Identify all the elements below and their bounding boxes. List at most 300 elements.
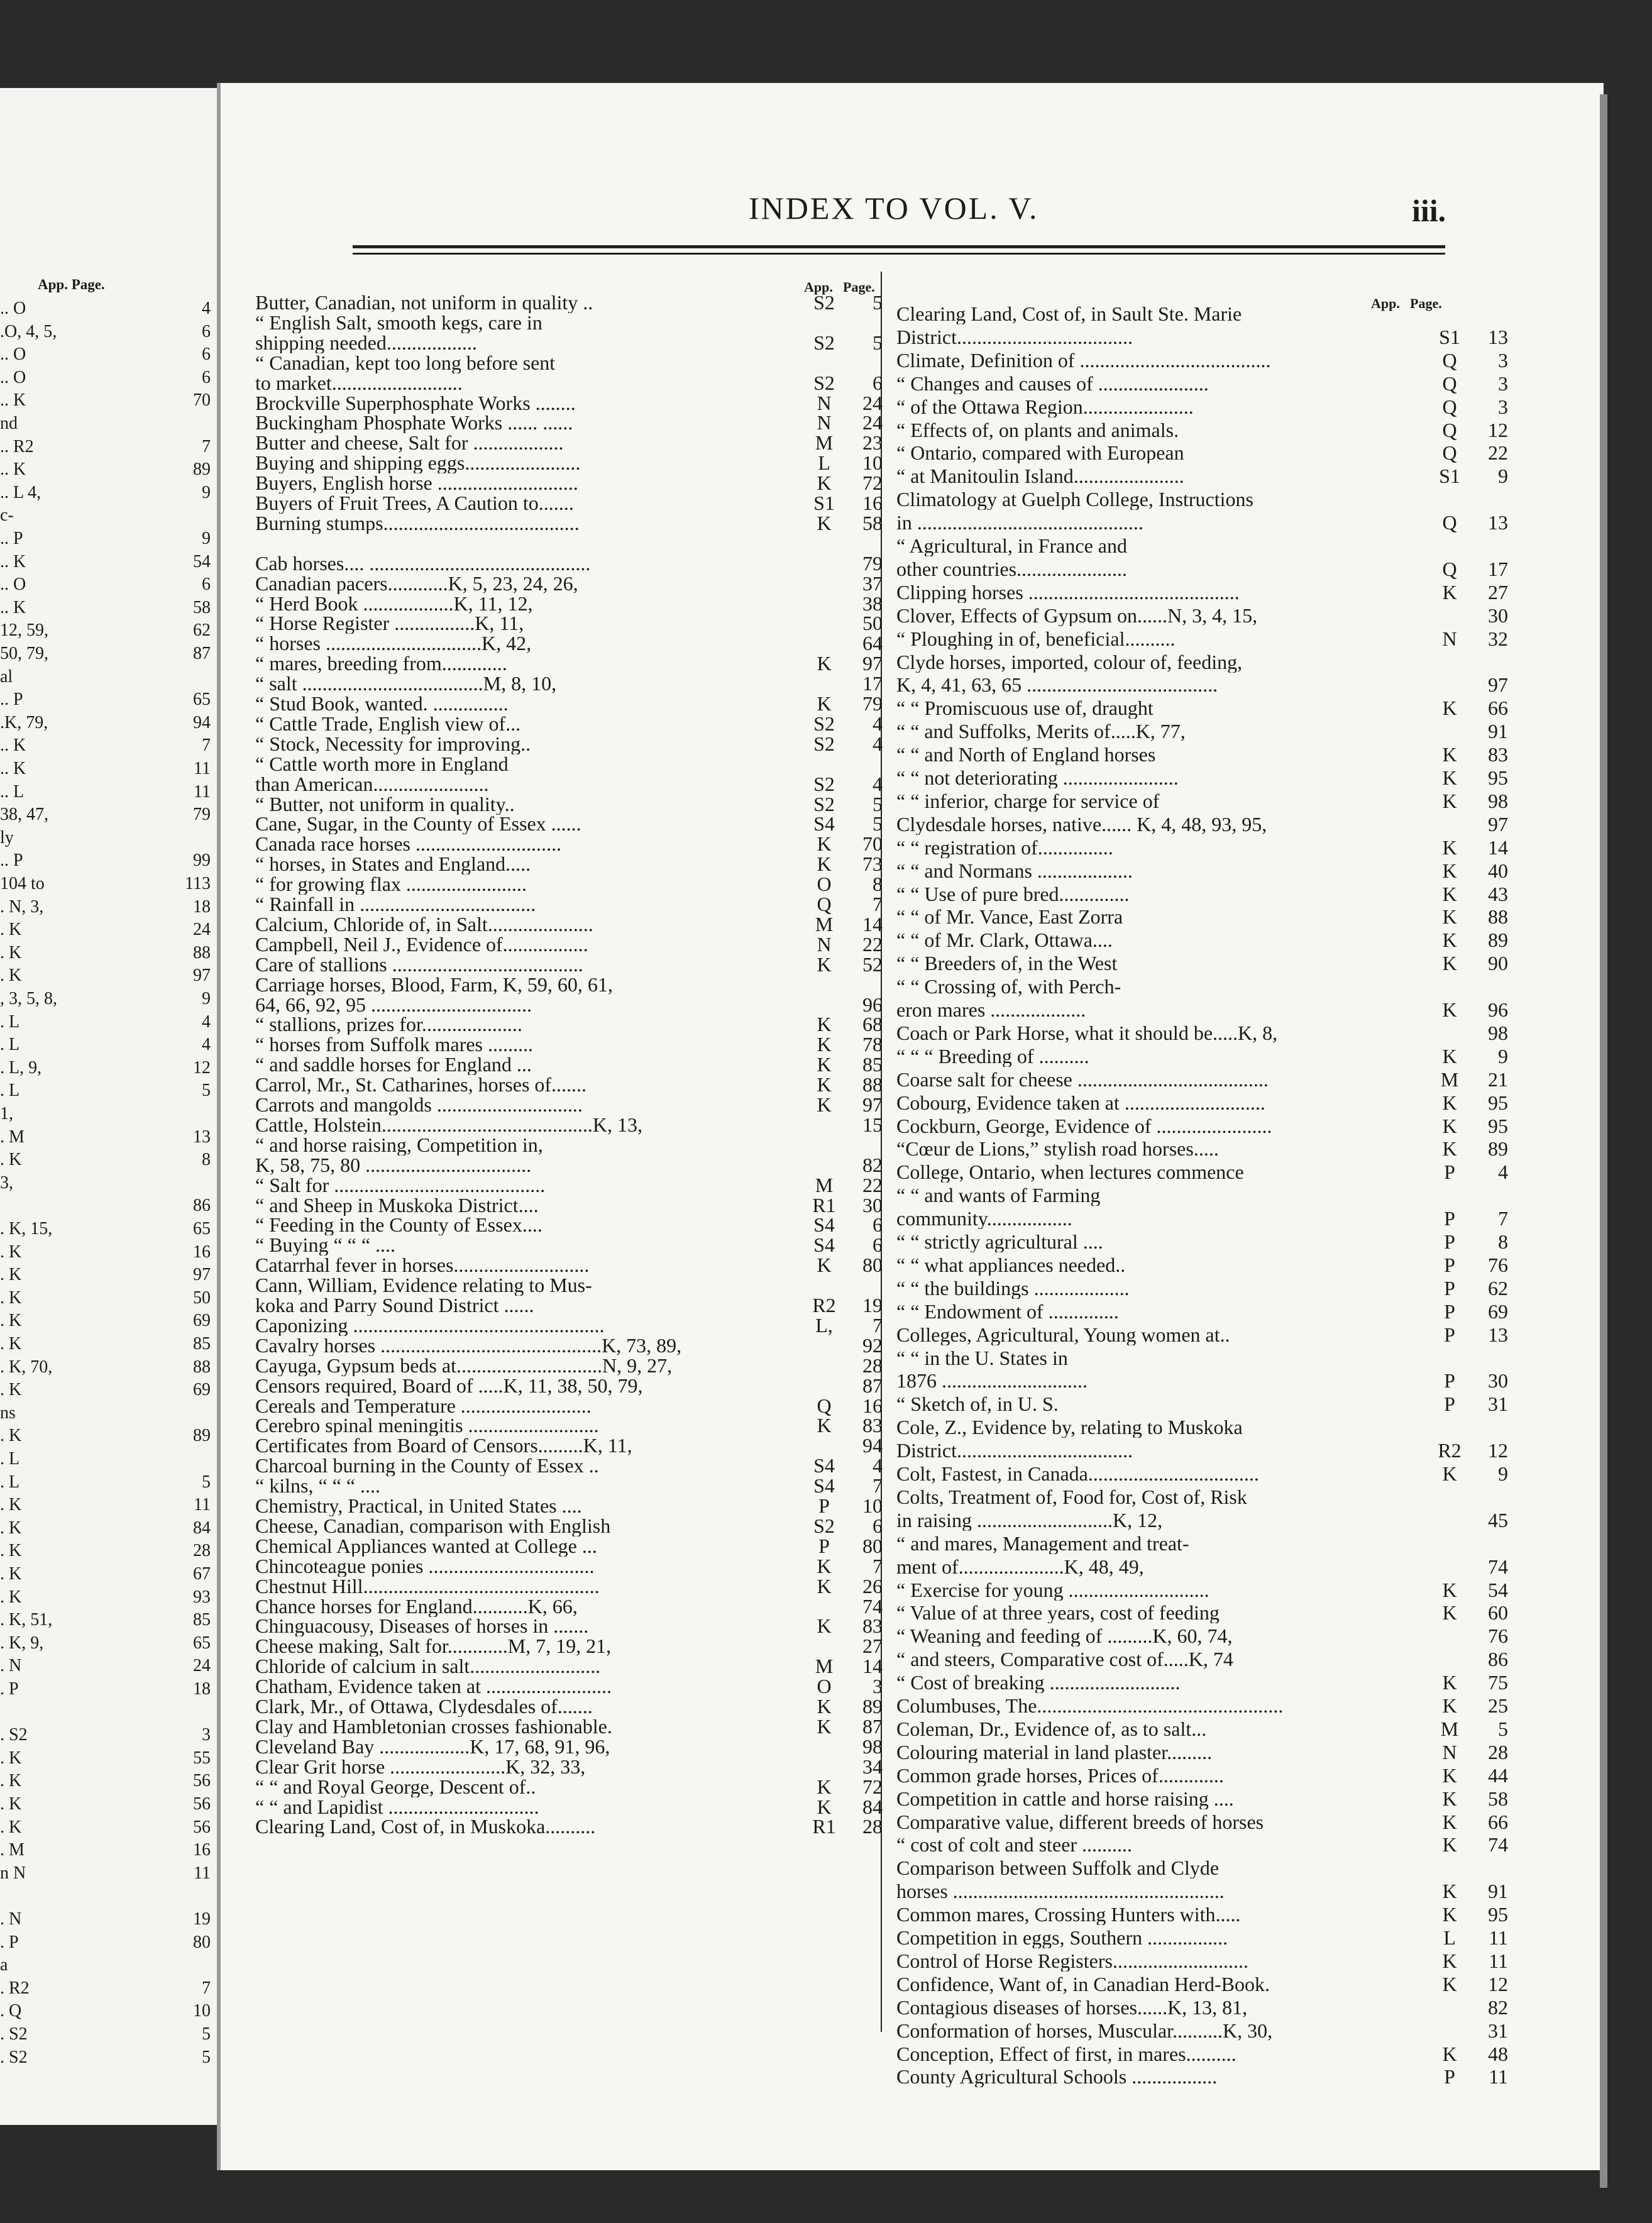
- entry-appendix: K: [1442, 952, 1457, 975]
- index-entry: [255, 1756, 884, 1777]
- index-entry: [896, 1973, 1509, 1995]
- entry-page: 24: [862, 391, 883, 414]
- index-entry: [896, 2066, 1509, 2087]
- previous-page-entry: [0, 529, 217, 550]
- entry-page: 14: [862, 1655, 883, 1678]
- entry-appendix: K: [1442, 836, 1457, 859]
- index-entry: [896, 1486, 1509, 1508]
- entry-text: Chemistry, Practical, in United States ....: [255, 1495, 582, 1516]
- entry-appendix: K: [1442, 697, 1457, 720]
- previous-page-entry-page: 79: [193, 805, 211, 825]
- previous-page-entry-ref: . S2: [0, 1725, 28, 1745]
- entry-page: 11: [1489, 1926, 1508, 1949]
- entry-text: other countries......................: [896, 558, 1128, 580]
- entry-appendix: M: [1440, 1067, 1459, 1091]
- previous-page-entry-ref: nd: [0, 414, 18, 433]
- entry-page: 98: [1488, 1021, 1508, 1044]
- previous-page-entry-ref: . N, 3,: [0, 896, 44, 917]
- previous-page-entry-page: 6: [202, 367, 211, 387]
- index-entry: [896, 1440, 1509, 1461]
- previous-page-entry: [0, 1265, 217, 1286]
- index-entry: [896, 1788, 1509, 1809]
- entry-text: Chloride of calcium in salt..........................: [255, 1655, 601, 1677]
- previous-page-entry-ref: .. L 4,: [0, 482, 41, 502]
- entry-appendix: K: [1442, 1601, 1457, 1624]
- entry-text: Carrots and mangolds .............................: [255, 1094, 583, 1115]
- previous-page-entry-ref: 3,: [0, 1172, 13, 1193]
- entry-page: 5: [1498, 1717, 1508, 1740]
- entry-appendix: P: [818, 1534, 830, 1557]
- previous-page-entry: [0, 322, 217, 343]
- entry-appendix: Q: [1442, 348, 1457, 372]
- entry-appendix: Q: [1442, 418, 1457, 441]
- entry-page: 52: [862, 952, 883, 976]
- previous-page-entry-page: 97: [193, 966, 211, 986]
- entry-appendix: L: [1443, 1926, 1456, 1949]
- previous-page-entry-page: 8: [202, 1150, 211, 1170]
- previous-page-entry-ref: .O, 4, 5,: [0, 321, 57, 341]
- entry-page: 11: [1489, 2065, 1508, 2088]
- entry-appendix: K: [1442, 1091, 1457, 1114]
- entry-page: 8: [873, 873, 883, 896]
- index-entry: [896, 373, 1509, 394]
- previous-page-entry-ref: al: [0, 666, 13, 687]
- entry-text: Clearing Land, Cost of, in Muskoka..........: [255, 1816, 596, 1838]
- entry-text: horses ......................................................: [896, 1880, 1225, 1902]
- previous-page-entry-ref: . K: [0, 1242, 22, 1262]
- previous-page-entry: [0, 1127, 217, 1149]
- entry-text: “ Butter, not uniform in quality..: [255, 793, 515, 815]
- entry-text: “ and mares, Management and treat-: [896, 1532, 1189, 1554]
- index-entry: [255, 492, 884, 514]
- entry-text: “ Changes and causes of ......................: [896, 372, 1209, 394]
- index-entry: [896, 952, 1509, 974]
- entry-appendix: K: [1442, 1044, 1457, 1067]
- previous-page-entry: [0, 1242, 217, 1264]
- entry-text: Care of stallions ......................................: [255, 953, 583, 975]
- previous-page-entry-page: 11: [194, 781, 211, 802]
- index-entry: [255, 853, 884, 874]
- entry-text: Cavalry horses ............................................K, 73, 89,: [255, 1334, 682, 1356]
- entry-text: “ kilns, “ “ “ ....: [255, 1475, 381, 1497]
- entry-appendix: K: [817, 1554, 832, 1577]
- entry-page: 72: [862, 1775, 883, 1798]
- entry-appendix: K: [817, 1073, 832, 1096]
- previous-page-entry-ref: .. P: [0, 529, 23, 548]
- entry-text: “ “ and North of England horses: [896, 744, 1156, 766]
- previous-page-entry-ref: . K: [0, 942, 22, 963]
- entry-text: Contagious diseases of horses......K, 13, 81,: [896, 1996, 1248, 2018]
- entry-text: “ Ploughing in of, beneficial..........: [896, 627, 1176, 649]
- previous-page-entry-ref: . K: [0, 1288, 22, 1308]
- previous-page-entry-page: 69: [193, 1311, 211, 1331]
- entry-appendix: M: [1440, 1717, 1459, 1740]
- previous-page-entry-page: 58: [193, 597, 211, 617]
- previous-page-entry-page: 5: [202, 2024, 211, 2044]
- entry-appendix: K: [817, 511, 832, 534]
- entry-text: Canada race horses .............................: [255, 833, 561, 855]
- entry-text: Buyers, English horse ............................: [255, 472, 578, 494]
- entry-text: “ at Manitoulin Island......................: [896, 465, 1184, 487]
- entry-text: K, 4, 41, 63, 65 ......................................: [896, 674, 1218, 696]
- previous-page-entry: [0, 1933, 217, 1954]
- entry-appendix: S2: [813, 371, 835, 394]
- previous-page-entry: [0, 1012, 217, 1034]
- entry-page: 82: [1488, 1995, 1508, 2019]
- entry-page: 98: [1488, 789, 1508, 812]
- entry-page: 34: [862, 1755, 883, 1778]
- header-rule: [353, 245, 1445, 248]
- entry-page: 66: [1488, 697, 1508, 720]
- previous-page-entry-page: 24: [193, 920, 211, 940]
- entry-text: Cleveland Bay ..................K, 17, 68, 91, 96,: [255, 1735, 610, 1757]
- previous-page-entry-ref: . K: [0, 1334, 22, 1354]
- previous-page-entry-ref: . L: [0, 1035, 20, 1055]
- entry-page: 37: [862, 571, 883, 595]
- entry-page: 72: [862, 472, 883, 495]
- entry-text: “ “ inferior, charge for service of: [896, 790, 1160, 812]
- previous-page-entry: [0, 575, 217, 596]
- entry-page: 43: [1488, 882, 1508, 905]
- entry-text: Conception, Effect of first, in mares..........: [896, 2043, 1236, 2065]
- entry-page: 16: [862, 492, 883, 514]
- entry-appendix: K: [817, 832, 832, 856]
- index-entry: [255, 1395, 884, 1416]
- previous-page-entry-ref: . K: [0, 1587, 22, 1607]
- entry-appendix: P: [1444, 1369, 1455, 1393]
- entry-page: 85: [862, 1053, 883, 1076]
- entry-text: Clydesdale horses, native...... K, 4, 48, 93, 95,: [896, 813, 1267, 835]
- entry-text: Butter, Canadian, not uniform in quality ..: [255, 292, 593, 313]
- entry-page: 22: [862, 932, 883, 956]
- previous-page-entry-ref: c-: [0, 505, 14, 526]
- index-entry: [255, 1375, 884, 1396]
- entry-text: Columbuses, The.................................................: [896, 1695, 1284, 1716]
- entry-text: “ Value of at three years, cost of feeding: [896, 1602, 1220, 1624]
- index-entry: [896, 697, 1509, 719]
- previous-page-entry-page: 97: [193, 1265, 211, 1285]
- entry-text: “ “ Use of pure bred..............: [896, 883, 1130, 905]
- index-entry: [255, 1415, 884, 1436]
- entry-page: 82: [862, 1153, 883, 1176]
- index-entry: [896, 837, 1509, 858]
- previous-page-entry-page: 86: [193, 1196, 211, 1216]
- index-entry: [896, 326, 1509, 348]
- entry-text: “ “ of Mr. Clark, Ottawa....: [896, 929, 1113, 951]
- entry-text: Clipping horses ..........................................: [896, 581, 1240, 603]
- index-entry: [896, 1277, 1509, 1299]
- entry-appendix: N: [1442, 1740, 1457, 1763]
- previous-page-entry: [0, 1173, 217, 1194]
- previous-page-entry-ref: . M: [0, 1127, 25, 1147]
- index-entry: [896, 906, 1509, 927]
- previous-page-entry-ref: . K: [0, 1541, 22, 1561]
- entry-page: 12: [1488, 1972, 1508, 1995]
- previous-page-entry-page: 4: [202, 1012, 211, 1032]
- previous-page-entry-page: 11: [194, 1495, 211, 1515]
- entry-appendix: K: [1442, 2042, 1457, 2065]
- index-entry: [896, 350, 1509, 371]
- previous-page-entry-page: 5: [202, 2047, 211, 2067]
- entry-text: “ and horse raising, Competition in,: [255, 1134, 543, 1156]
- previous-page-entry-ref: .. P: [0, 690, 23, 710]
- entry-appendix: M: [815, 431, 834, 455]
- previous-page-entry: [0, 1541, 217, 1562]
- entry-page: 80: [862, 1254, 883, 1277]
- index-entry: [896, 651, 1509, 673]
- previous-page-entry-ref: .K, 79,: [0, 712, 48, 732]
- index-entry: [255, 1535, 884, 1557]
- index-entry: [896, 1092, 1509, 1113]
- index-entry: [255, 573, 884, 594]
- previous-page-entry-ref: . K: [0, 1771, 22, 1791]
- entry-page: 23: [862, 431, 883, 455]
- previous-page-entry-ref: . K: [0, 1426, 22, 1446]
- entry-page: 14: [1488, 836, 1508, 859]
- previous-page-entry: [0, 1679, 217, 1701]
- index-entry: [255, 292, 884, 313]
- entry-text: Cereals and Temperature ..........................: [255, 1394, 592, 1416]
- previous-page-entry-ref: n N: [0, 1863, 26, 1883]
- index-entry: [896, 1022, 1509, 1044]
- previous-page-entry: [0, 1840, 217, 1862]
- entry-page: 83: [862, 1614, 883, 1638]
- previous-page-entry-ref: . L: [0, 1012, 20, 1032]
- index-entry: [896, 605, 1509, 626]
- index-entry: [255, 1234, 884, 1255]
- entry-page: 13: [1488, 325, 1508, 348]
- entry-text: Cole, Z., Evidence by, relating to Muskoka: [896, 1416, 1243, 1438]
- previous-page-entry: [0, 1610, 217, 1631]
- entry-page: 3: [1498, 348, 1508, 372]
- index-entry: [255, 312, 884, 333]
- entry-text: Coarse salt for cheese ......................................: [896, 1068, 1269, 1090]
- entry-text: “ and saddle horses for England ...: [255, 1054, 532, 1076]
- index-entry: [255, 612, 884, 634]
- previous-page-entry: [0, 1771, 217, 1792]
- entry-page: 44: [1488, 1763, 1508, 1787]
- index-entry: [896, 1857, 1509, 1878]
- entry-page: 19: [862, 1294, 883, 1316]
- index-entry: [255, 1615, 884, 1636]
- entry-appendix: Q: [817, 1394, 832, 1417]
- entry-page: 91: [1488, 720, 1508, 743]
- entry-text: Chincoteague ponies .................................: [255, 1555, 595, 1577]
- previous-page-entry-page: 69: [193, 1380, 211, 1400]
- entry-text: “ “ what appliances needed..: [896, 1254, 1126, 1276]
- previous-page-entry-page: 56: [193, 1794, 211, 1814]
- previous-page-entry-ref: . K: [0, 1748, 22, 1768]
- index-entry: [896, 1765, 1509, 1786]
- entry-appendix: S2: [813, 732, 835, 755]
- index-entry: [255, 1675, 884, 1697]
- previous-page-fragment: [0, 88, 217, 2125]
- entry-page: 88: [862, 1073, 883, 1096]
- entry-text: “ “ in the U. States in: [896, 1347, 1068, 1369]
- entry-text: Chemical Appliances wanted at College ...: [255, 1535, 597, 1557]
- entry-appendix: K: [1442, 1137, 1457, 1161]
- index-entry: [896, 999, 1509, 1020]
- entry-page: 96: [862, 993, 883, 1016]
- entry-page: 22: [862, 1173, 883, 1196]
- entry-page: 3: [1498, 395, 1508, 418]
- entry-page: 48: [1488, 2042, 1508, 2065]
- previous-page-entry: [0, 1403, 217, 1425]
- index-entry: [896, 744, 1509, 765]
- entry-appendix: S2: [813, 792, 835, 815]
- previous-page-entry: [0, 483, 217, 504]
- index-entry: [896, 1301, 1509, 1322]
- previous-page-entry-page: 19: [193, 1909, 211, 1929]
- previous-page-entry-ref: . S2: [0, 2024, 28, 2044]
- previous-page-entry-page: 65: [193, 1219, 211, 1238]
- index-entry: [896, 1347, 1509, 1369]
- entry-page: 91: [1488, 1880, 1508, 1903]
- entry-text: Confidence, Want of, in Canadian Herd-Book.: [896, 1973, 1270, 1995]
- previous-page-entry-ref: . K, 70,: [0, 1357, 53, 1377]
- entry-appendix: Q: [817, 893, 832, 915]
- index-entry: [896, 1834, 1509, 1855]
- previous-page-entry-ref: . N: [0, 1656, 22, 1676]
- entry-text: Cann, William, Evidence relating to Mus-: [255, 1274, 592, 1296]
- entry-page: 6: [873, 1514, 883, 1537]
- index-entry: [896, 2043, 1509, 2065]
- entry-appendix: S1: [1439, 465, 1460, 488]
- entry-text: “ horses from Suffolk mares .........: [255, 1034, 533, 1056]
- entry-appendix: K: [1442, 905, 1457, 929]
- index-entry: [255, 673, 884, 694]
- entry-appendix: Q: [1442, 441, 1457, 465]
- previous-page-entry-page: 80: [193, 1932, 211, 1952]
- index-entry: [255, 1816, 884, 1837]
- entry-appendix: R1: [812, 1815, 836, 1838]
- entry-page: 88: [1488, 905, 1508, 929]
- index-entry: [896, 1579, 1509, 1601]
- entry-text: “ “ Endowment of ..............: [896, 1300, 1119, 1322]
- entry-appendix: K: [817, 472, 832, 495]
- entry-page: 90: [1488, 952, 1508, 975]
- entry-text: Censors required, Board of .....K, 11, 38, 50, 79,: [255, 1374, 643, 1396]
- entry-appendix: P: [1444, 2065, 1455, 2088]
- entry-appendix: M: [815, 1655, 834, 1678]
- index-entry: [896, 1556, 1509, 1577]
- right-col-app-header: App.: [1371, 295, 1400, 311]
- previous-page-entry: [0, 1725, 217, 1746]
- previous-page-entry-page: 4: [202, 299, 211, 318]
- previous-page-entry: [0, 1656, 217, 1677]
- entry-appendix: K: [817, 1033, 832, 1056]
- entry-text: “ Cost of breaking ..........................: [896, 1672, 1181, 1694]
- previous-page-entry-ref: 104 to: [0, 874, 45, 893]
- entry-text: Brockville Superphosphate Works ........: [255, 392, 576, 414]
- previous-page-entry: [0, 1818, 217, 1839]
- index-entry: [896, 1741, 1509, 1763]
- entry-appendix: K: [1442, 1903, 1457, 1926]
- index-entry: [896, 1115, 1509, 1137]
- entry-appendix: K: [817, 1714, 832, 1738]
- previous-page-entry: [0, 1518, 217, 1540]
- previous-page-entry: [0, 621, 217, 642]
- entry-page: 13: [1488, 1323, 1508, 1346]
- entry-page: 58: [1488, 1787, 1508, 1810]
- entry-text: “ Agricultural, in France and: [896, 535, 1127, 556]
- previous-page-entry: [0, 1426, 217, 1447]
- entry-text: “ Effects of, on plants and animals.: [896, 419, 1179, 441]
- previous-page-entry-ref: . K: [0, 1564, 22, 1584]
- entry-appendix: L: [818, 451, 830, 475]
- entry-text: Canadian pacers............K, 5, 23, 24, 26,: [255, 572, 578, 594]
- previous-page-entry: [0, 1794, 217, 1816]
- entry-appendix: K: [1442, 766, 1457, 789]
- entry-text: shipping needed..................: [255, 331, 477, 353]
- index-entry: [255, 1013, 884, 1035]
- previous-page-entry: [0, 1058, 217, 1079]
- index-entry: [896, 1416, 1509, 1438]
- index-entry: [255, 593, 884, 614]
- entry-text: Climate, Definition of ......................................: [896, 349, 1271, 371]
- previous-page-entry: [0, 390, 217, 412]
- index-entry: [255, 974, 884, 995]
- index-entry: [896, 1695, 1509, 1716]
- previous-page-entry: [0, 1495, 217, 1516]
- previous-page-entry: [0, 1196, 217, 1217]
- index-entry: [255, 1054, 884, 1075]
- entry-appendix: K: [1442, 1671, 1457, 1694]
- previous-page-entry: [0, 1449, 217, 1470]
- entry-page: 6: [873, 1213, 883, 1237]
- previous-page-entry-page: 16: [193, 1242, 211, 1262]
- index-entry: [255, 553, 884, 574]
- entry-page: 7: [1498, 1207, 1508, 1230]
- previous-page-entry-page: 11: [194, 759, 211, 778]
- entry-text: “ Herd Book ..................K, 11, 12,: [255, 592, 533, 614]
- entry-page: 17: [862, 672, 883, 695]
- index-entry: [255, 1034, 884, 1055]
- previous-page-entry: [0, 782, 217, 803]
- index-entry: [255, 713, 884, 734]
- previous-page-entry-ref: a: [0, 1955, 8, 1975]
- entry-text: Comparative value, different breeds of horses: [896, 1811, 1264, 1833]
- index-entry: [255, 813, 884, 834]
- previous-page-entry: [0, 1978, 217, 2000]
- index-entry: [896, 1138, 1509, 1159]
- entry-page: 97: [1488, 812, 1508, 836]
- entry-page: 89: [1488, 929, 1508, 952]
- previous-page-entry: [0, 667, 217, 688]
- entry-appendix: K: [1442, 1763, 1457, 1787]
- previous-page-entry-page: 88: [193, 1357, 211, 1377]
- entry-text: “ salt ....................................M, 8, 10,: [255, 673, 557, 695]
- previous-page-entry-page: 50: [193, 1288, 211, 1308]
- entry-text: Butter and cheese, Salt for ..................: [255, 432, 564, 454]
- entry-appendix: N: [817, 411, 832, 434]
- entry-page: 27: [1488, 580, 1508, 604]
- entry-appendix: N: [1442, 627, 1457, 650]
- entry-text: Buying and shipping eggs.......................: [255, 452, 581, 474]
- entry-text: K, 58, 75, 80 .................................: [255, 1154, 532, 1176]
- entry-page: 17: [1488, 557, 1508, 580]
- entry-text: community.................: [896, 1208, 1072, 1230]
- previous-page-entry-ref: .. O: [0, 345, 26, 365]
- entry-page: 7: [873, 893, 883, 915]
- entry-page: 94: [862, 1434, 883, 1457]
- index-entry: [255, 1355, 884, 1376]
- previous-page-entry-page: 89: [193, 460, 211, 480]
- index-entry: [255, 1435, 884, 1456]
- entry-text: Chance horses for England...........K, 66,: [255, 1595, 578, 1617]
- previous-page-entry: [0, 989, 217, 1010]
- previous-page-entry-ref: . K: [0, 1495, 22, 1515]
